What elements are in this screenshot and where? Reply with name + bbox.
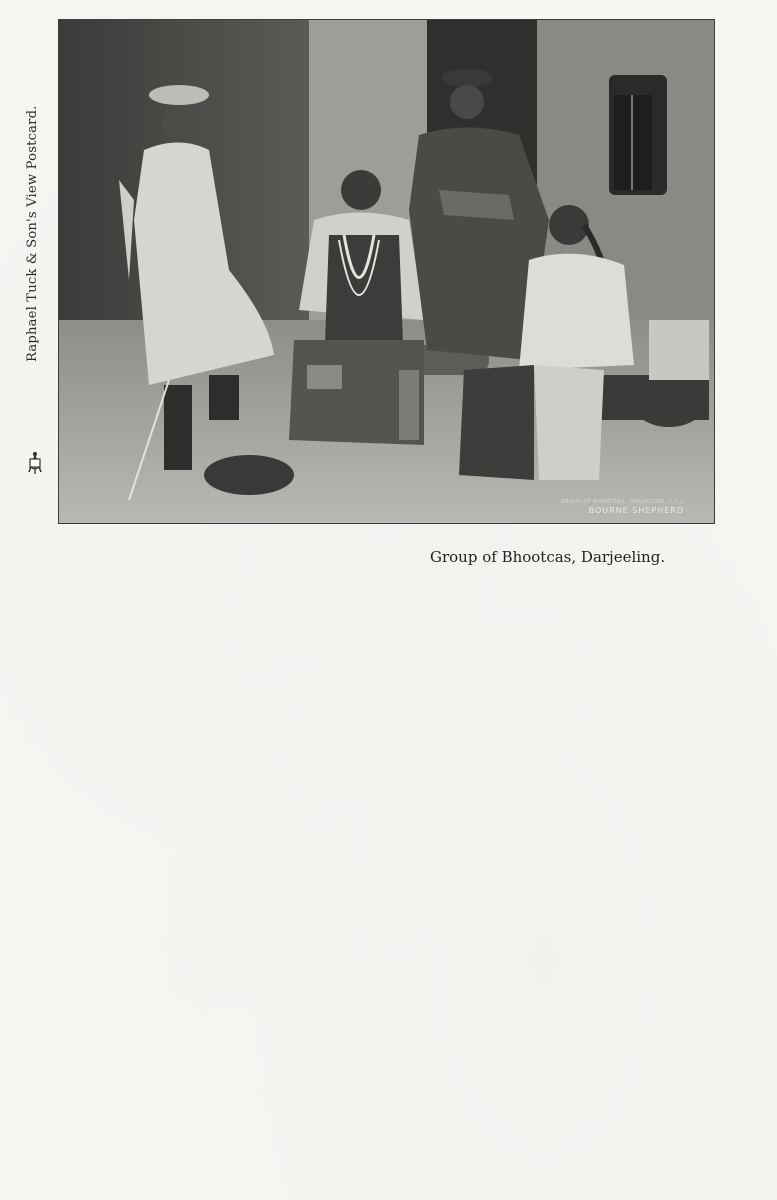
- postcard-title: Group of Bhootcas, Darjeeling.: [430, 548, 666, 566]
- group-photo-image: [59, 20, 714, 523]
- photo-credit: BOURNE SHEPHERD: [588, 506, 684, 515]
- photograph: [58, 19, 715, 524]
- easel-palette-icon: [25, 450, 45, 478]
- publisher-caption: Raphael Tuck & Son's View Postcard.: [25, 105, 40, 362]
- photo-inset-caption: GROUP OF BHOOTEAS, DARJEELING. 1.1.1: [560, 499, 684, 505]
